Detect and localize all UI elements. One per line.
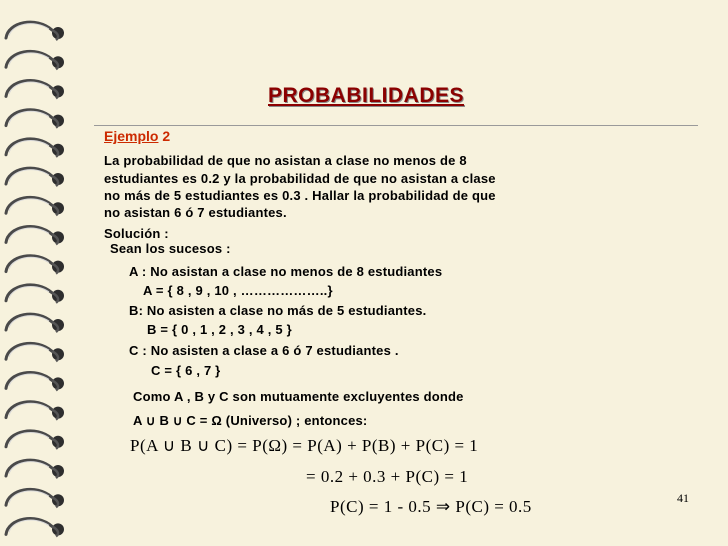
equation-line: = 0.2 + 0.3 + P(C) = 1 [306, 467, 469, 486]
spiral-rings [6, 22, 64, 536]
union-note: A ∪ B ∪ C = Ω (Universo) ; entonces: [133, 413, 368, 428]
set-a: A = { 8 , 9 , 10 , ………………..} [143, 283, 333, 298]
equation-line: P(A ∪ B ∪ C) = P(Ω) = P(A) + P(B) + P(C) = 1 [130, 436, 479, 455]
problem-line: La probabilidad de que no asistan a clase no menos de 8 [104, 153, 467, 168]
example-heading [104, 128, 170, 144]
example-number: 2 [162, 128, 171, 144]
set-c: C = { 6 , 7 } [151, 363, 221, 378]
events-intro: Sean los sucesos : [110, 241, 231, 256]
spiral-binding [0, 0, 76, 546]
problem-line: no más de 5 estudiantes es 0.3 . Hallar la probabilidad de que [104, 188, 496, 203]
example-word: Ejemplo [104, 128, 159, 144]
set-b: B = { 0 , 1 , 2 , 3 , 4 , 5 } [147, 322, 292, 337]
exclusive-note: Como A , B y C son mutuamente excluyentes donde [133, 389, 464, 404]
slide-title: PROBABILIDADES [268, 84, 465, 107]
divider-line [94, 125, 698, 126]
event-b: B: No asisten a clase no más de 5 estudiantes. [129, 303, 427, 318]
equation-line: P(C) = 1 - 0.5 ⇒ P(C) = 0.5 [330, 497, 532, 516]
event-a: A : No asistan a clase no menos de 8 estudiantes [129, 264, 443, 279]
problem-line: estudiantes es 0.2 y la probabilidad de que no asistan a clase [104, 171, 496, 186]
page-number: 41 [677, 491, 689, 505]
problem-line: no asistan 6 ó 7 estudiantes. [104, 205, 287, 220]
event-c: C : No asisten a clase a 6 ó 7 estudiantes . [129, 343, 399, 358]
solution-label: Solución : [104, 226, 169, 241]
